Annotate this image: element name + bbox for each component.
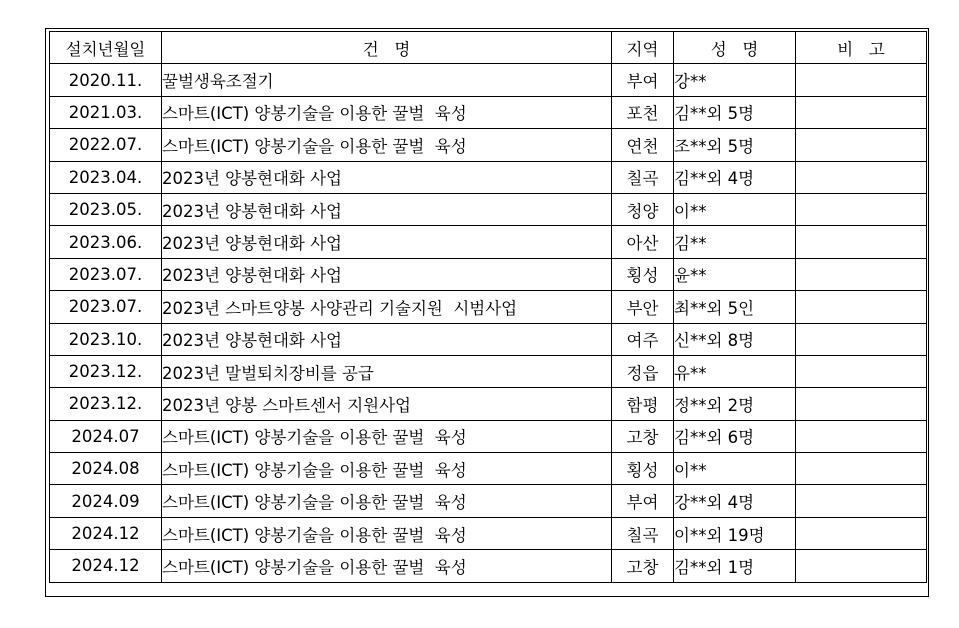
cell-person-name: 강**외 4명 bbox=[674, 485, 796, 517]
table-row bbox=[50, 64, 927, 96]
table-row bbox=[50, 420, 927, 452]
cell-note bbox=[796, 193, 927, 225]
table-row bbox=[50, 517, 927, 549]
cell-project-name: 2023년 스마트양봉 사양관리 기술지원 시범사업 bbox=[162, 291, 612, 323]
cell-person-name: 김**외 5명 bbox=[674, 96, 796, 128]
cell-person-name: 강** bbox=[674, 64, 796, 96]
table-row bbox=[50, 129, 927, 161]
cell-person-name: 윤** bbox=[674, 258, 796, 290]
cell-note bbox=[796, 517, 927, 549]
cell-install-date: 2021.03. bbox=[50, 96, 162, 128]
cell-install-date: 2024.12 bbox=[50, 550, 162, 582]
cell-note bbox=[796, 420, 927, 452]
cell-project-name: 스마트(ICT) 양봉기술을 이용한 꿀벌 육성 bbox=[162, 129, 612, 161]
cell-install-date: 2024.07 bbox=[50, 420, 162, 452]
cell-project-name: 2023년 양봉현대화 사업 bbox=[162, 323, 612, 355]
cell-project-name: 스마트(ICT) 양봉기술을 이용한 꿀벌 육성 bbox=[162, 420, 612, 452]
cell-person-name: 이**외 19명 bbox=[674, 517, 796, 549]
cell-project-name: 스마트(ICT) 양봉기술을 이용한 꿀벌 육성 bbox=[162, 517, 612, 549]
cell-install-date: 2024.08 bbox=[50, 453, 162, 485]
cell-project-name: 2023년 말벌퇴치장비를 공급 bbox=[162, 355, 612, 387]
cell-note bbox=[796, 129, 927, 161]
cell-install-date: 2022.07. bbox=[50, 129, 162, 161]
cell-region: 함평 bbox=[612, 388, 674, 420]
header-person-name: 성 명 bbox=[674, 32, 796, 64]
cell-region: 부안 bbox=[612, 291, 674, 323]
installation-records-table bbox=[49, 31, 927, 583]
cell-install-date: 2024.09 bbox=[50, 485, 162, 517]
cell-person-name: 김**외 6명 bbox=[674, 420, 796, 452]
cell-region: 포천 bbox=[612, 96, 674, 128]
cell-region: 부여 bbox=[612, 485, 674, 517]
cell-person-name: 최**외 5인 bbox=[674, 291, 796, 323]
table-row bbox=[50, 96, 927, 128]
cell-project-name: 2023년 양봉현대화 사업 bbox=[162, 258, 612, 290]
cell-note bbox=[796, 291, 927, 323]
table-row bbox=[50, 161, 927, 193]
table-row bbox=[50, 453, 927, 485]
cell-install-date: 2023.12. bbox=[50, 355, 162, 387]
cell-person-name: 김**외 4명 bbox=[674, 161, 796, 193]
cell-person-name: 이** bbox=[674, 453, 796, 485]
cell-region: 아산 bbox=[612, 226, 674, 258]
cell-install-date: 2023.05. bbox=[50, 193, 162, 225]
cell-install-date: 2023.07. bbox=[50, 291, 162, 323]
cell-note bbox=[796, 226, 927, 258]
table-row bbox=[50, 226, 927, 258]
header-region: 지역 bbox=[612, 32, 674, 64]
cell-region: 횡성 bbox=[612, 453, 674, 485]
cell-note bbox=[796, 96, 927, 128]
cell-project-name: 2023년 양봉현대화 사업 bbox=[162, 226, 612, 258]
cell-region: 연천 bbox=[612, 129, 674, 161]
cell-project-name: 스마트(ICT) 양봉기술을 이용한 꿀벌 육성 bbox=[162, 550, 612, 582]
table-row bbox=[50, 323, 927, 355]
cell-note bbox=[796, 550, 927, 582]
cell-person-name: 정**외 2명 bbox=[674, 388, 796, 420]
header-install-date: 설치년월일 bbox=[50, 32, 162, 64]
header-note: 비 고 bbox=[796, 32, 927, 64]
cell-note bbox=[796, 388, 927, 420]
cell-region: 횡성 bbox=[612, 258, 674, 290]
cell-note bbox=[796, 323, 927, 355]
cell-person-name: 유** bbox=[674, 355, 796, 387]
cell-person-name: 김** bbox=[674, 226, 796, 258]
table-row bbox=[50, 291, 927, 323]
cell-note bbox=[796, 64, 927, 96]
cell-region: 칠곡 bbox=[612, 517, 674, 549]
cell-person-name: 조**외 5명 bbox=[674, 129, 796, 161]
cell-region: 칠곡 bbox=[612, 161, 674, 193]
cell-note bbox=[796, 161, 927, 193]
cell-install-date: 2023.12. bbox=[50, 388, 162, 420]
table-body bbox=[50, 64, 927, 582]
cell-project-name: 스마트(ICT) 양봉기술을 이용한 꿀벌 육성 bbox=[162, 453, 612, 485]
cell-install-date: 2023.07. bbox=[50, 258, 162, 290]
cell-install-date: 2023.06. bbox=[50, 226, 162, 258]
table-row bbox=[50, 258, 927, 290]
cell-note bbox=[796, 485, 927, 517]
table-header-row bbox=[50, 32, 927, 64]
cell-note bbox=[796, 453, 927, 485]
cell-person-name: 김**외 1명 bbox=[674, 550, 796, 582]
cell-install-date: 2024.12 bbox=[50, 517, 162, 549]
cell-project-name: 2023년 양봉현대화 사업 bbox=[162, 161, 612, 193]
cell-project-name: 스마트(ICT) 양봉기술을 이용한 꿀벌 육성 bbox=[162, 96, 612, 128]
cell-note bbox=[796, 258, 927, 290]
cell-region: 고창 bbox=[612, 550, 674, 582]
cell-region: 정읍 bbox=[612, 355, 674, 387]
cell-project-name: 2023년 양봉현대화 사업 bbox=[162, 193, 612, 225]
table-row bbox=[50, 550, 927, 582]
cell-person-name: 이** bbox=[674, 193, 796, 225]
table-row bbox=[50, 485, 927, 517]
cell-person-name: 신**외 8명 bbox=[674, 323, 796, 355]
table-row bbox=[50, 388, 927, 420]
cell-region: 고창 bbox=[612, 420, 674, 452]
cell-region: 청양 bbox=[612, 193, 674, 225]
cell-region: 여주 bbox=[612, 323, 674, 355]
cell-install-date: 2023.04. bbox=[50, 161, 162, 193]
table-row bbox=[50, 355, 927, 387]
table-row bbox=[50, 193, 927, 225]
cell-install-date: 2020.11. bbox=[50, 64, 162, 96]
header-project-name: 건 명 bbox=[162, 32, 612, 64]
cell-project-name: 꿀벌생육조절기 bbox=[162, 64, 612, 96]
cell-install-date: 2023.10. bbox=[50, 323, 162, 355]
cell-region: 부여 bbox=[612, 64, 674, 96]
cell-note bbox=[796, 355, 927, 387]
cell-project-name: 스마트(ICT) 양봉기술을 이용한 꿀벌 육성 bbox=[162, 485, 612, 517]
cell-project-name: 2023년 양봉 스마트센서 지원사업 bbox=[162, 388, 612, 420]
